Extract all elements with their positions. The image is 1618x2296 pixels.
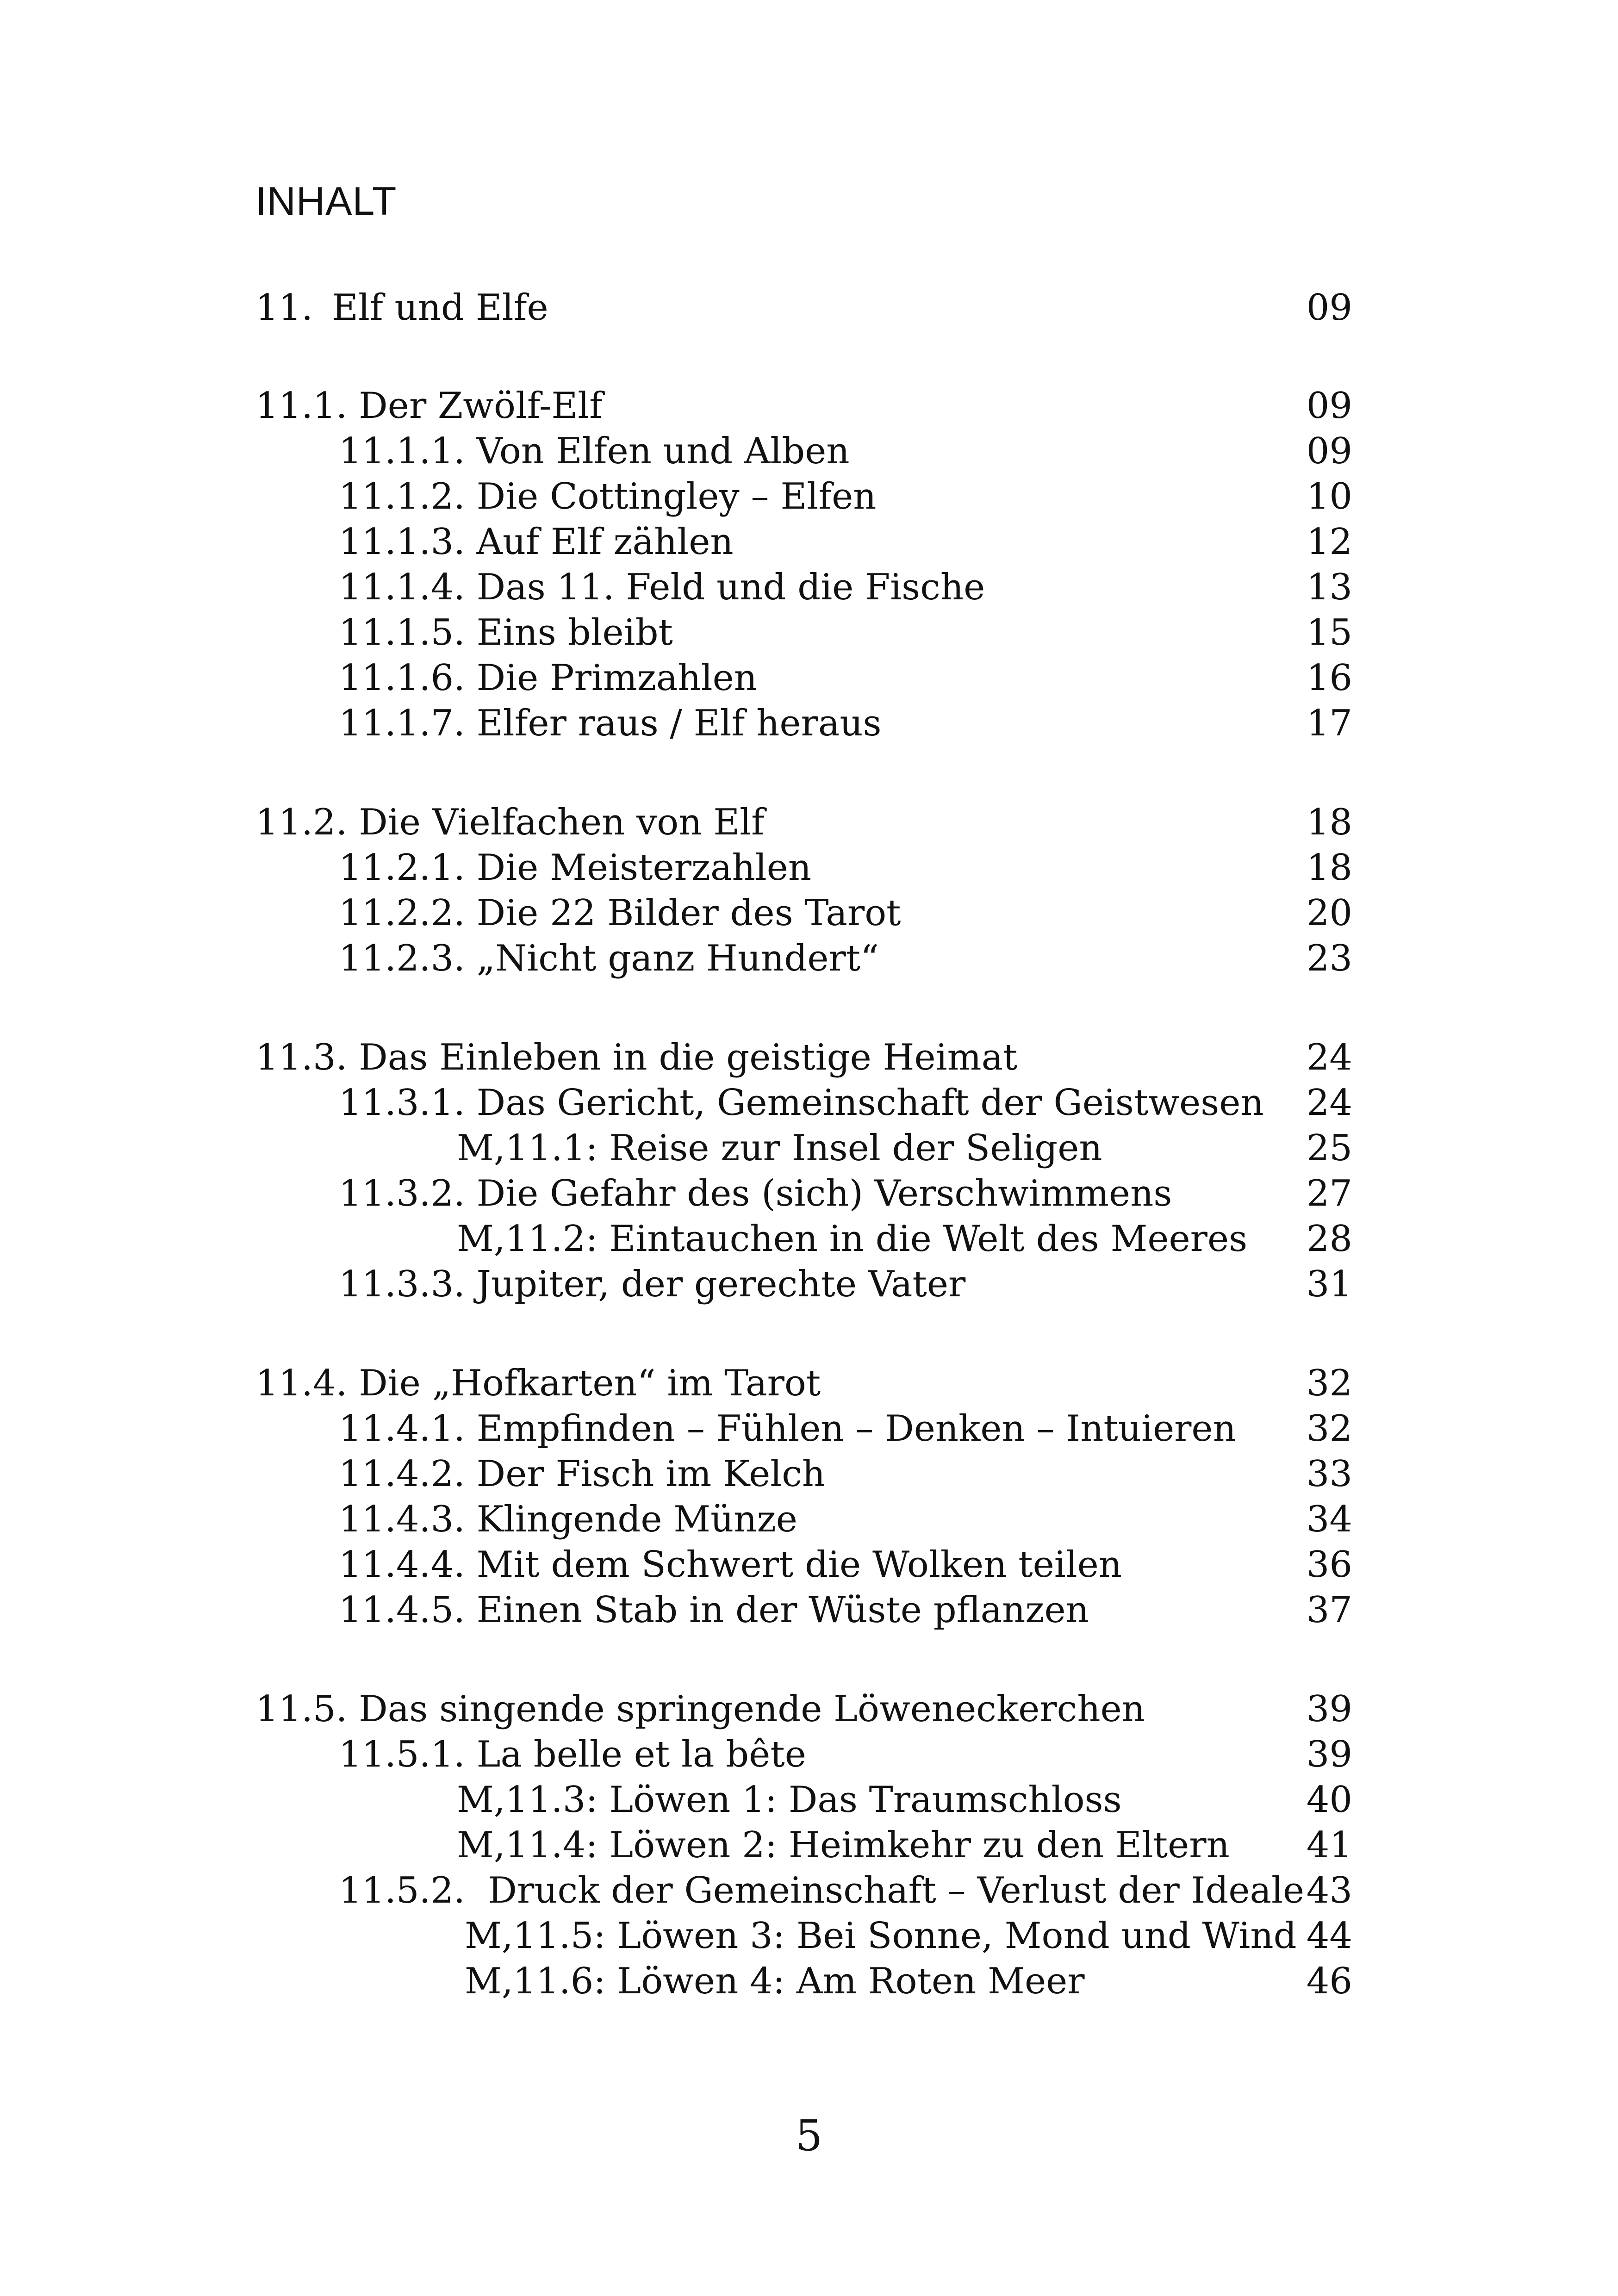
toc-section-entry: [255, 1361, 1352, 1406]
toc-page-number: 39: [1306, 1688, 1352, 1730]
toc-entry-label: 11.5.1. La belle et la bête: [339, 1734, 806, 1775]
chapter-number: 11.: [255, 287, 313, 329]
toc-entry-label: 11.3. Das Einleben in die geistige Heimat: [255, 1037, 1018, 1078]
toc-entry-label: 11.2.1. Die Meisterzahlen: [339, 847, 812, 889]
toc-section-entry: [255, 1686, 1352, 1732]
toc-subsection-entry: [255, 474, 1352, 519]
toc-page-number: 41: [1306, 1824, 1352, 1866]
toc-page-number: 23: [1306, 938, 1352, 979]
toc-page-number: 24: [1306, 1082, 1352, 1124]
toc-page-number: 09: [1306, 430, 1352, 472]
toc-subsection-entry: [255, 565, 1352, 610]
toc-entry-label: 11.1.3. Auf Elf zählen: [339, 521, 734, 563]
toc-entry-label: M,11.4: Löwen 2: Heimkehr zu den Eltern: [457, 1824, 1230, 1866]
toc-subsection-entry: [255, 1406, 1352, 1451]
toc-subsection-entry: [255, 1171, 1352, 1216]
toc-subsection-entry: [255, 1587, 1352, 1633]
toc-entry-label: M,11.5: Löwen 3: Bei Sonne, Mond und Wind: [465, 1915, 1297, 1957]
toc-subsection-entry: [255, 655, 1352, 701]
toc-entry-label: 11.3.1. Das Gericht, Gemeinschaft der Geistwesen: [339, 1082, 1264, 1124]
toc-entry-label: 11.4.1. Empfinden – Fühlen – Denken – Intuieren: [339, 1408, 1236, 1450]
toc-page-number: 17: [1306, 703, 1352, 744]
toc-page-number: 32: [1306, 1363, 1352, 1404]
toc-entry-label: 11.1.5. Eins bleibt: [339, 612, 673, 653]
toc-entry-label: M,11.2: Eintauchen in die Welt des Meeres: [457, 1218, 1248, 1260]
toc-subsection-entry: [255, 1451, 1352, 1497]
toc-subsection-entry: [255, 936, 1352, 981]
toc-page-number: 09: [1306, 287, 1352, 329]
toc-page-number: 36: [1306, 1544, 1352, 1586]
toc-page-number: 12: [1306, 521, 1352, 563]
toc-section-entry: [255, 383, 1352, 429]
toc-entry-label: 11.5.2. Druck der Gemeinschaft – Verlust der Ideale: [339, 1870, 1305, 1911]
toc-story-entry: [255, 1216, 1352, 1262]
toc-page-number: 37: [1306, 1589, 1352, 1631]
toc-page-number: 33: [1306, 1453, 1352, 1495]
toc-page-number: 27: [1306, 1173, 1352, 1214]
toc-page-number: 39: [1306, 1734, 1352, 1775]
toc-entry-label: 11.4.3. Klingende Münze: [339, 1499, 797, 1540]
toc-entry-label: 11.2. Die Vielfachen von Elf: [255, 802, 765, 843]
table-of-contents: [255, 0, 1352, 2296]
toc-subsection-entry: [255, 1868, 1352, 1913]
toc-story-entry: [255, 1777, 1352, 1823]
toc-page-number: 18: [1306, 847, 1352, 889]
page-number: 5: [795, 2111, 823, 2160]
toc-page-number: 43: [1306, 1870, 1352, 1911]
toc-story-entry: [255, 1126, 1352, 1171]
toc-entry-label: 11.1.2. Die Cottingley – Elfen: [339, 476, 877, 517]
toc-subsection-entry: [255, 701, 1352, 746]
toc-story-entry: [255, 1913, 1352, 1959]
toc-page-number: 20: [1306, 892, 1352, 934]
toc-entry-label: 11.5. Das singende springende Löweneckerchen: [255, 1688, 1145, 1730]
toc-chapter-entry: [255, 285, 1352, 330]
toc-subsection-entry: [255, 845, 1352, 890]
toc-entry-label: 11.4. Die „Hofkarten“ im Tarot: [255, 1363, 821, 1404]
toc-page-number: 31: [1306, 1263, 1352, 1305]
toc-heading: INHALT: [255, 179, 397, 224]
toc-page-number: 32: [1306, 1408, 1352, 1450]
toc-entry-label: 11.1.6. Die Primzahlen: [339, 657, 757, 699]
toc-page-number: 40: [1306, 1779, 1352, 1821]
toc-entry-label: 11.1.4. Das 11. Feld und die Fische: [339, 566, 985, 608]
toc-entry-label: M,11.6: Löwen 4: Am Roten Meer: [465, 1960, 1085, 2002]
toc-subsection-entry: [255, 890, 1352, 936]
toc-entry-label: 11.4.2. Der Fisch im Kelch: [339, 1453, 826, 1495]
toc-page-number: 15: [1306, 612, 1352, 653]
toc-subsection-entry: [255, 1497, 1352, 1542]
toc-entry-label: 11.3.3. Jupiter, der gerechte Vater: [339, 1263, 966, 1305]
toc-subsection-entry: [255, 519, 1352, 565]
toc-story-entry: [255, 1959, 1352, 2004]
toc-page-number: 13: [1306, 566, 1352, 608]
toc-entry-label: 11.1.1. Von Elfen und Alben: [339, 430, 850, 472]
toc-subsection-entry: [255, 610, 1352, 655]
toc-subsection-entry: [255, 1732, 1352, 1777]
toc-entry-label: [255, 285, 548, 330]
toc-entry-label: 11.1. Der Zwölf-Elf: [255, 385, 603, 427]
toc-page-number: 34: [1306, 1499, 1352, 1540]
toc-entry-label: M,11.3: Löwen 1: Das Traumschloss: [457, 1779, 1122, 1821]
toc-section-entry: [255, 1035, 1352, 1080]
toc-entry-label: 11.4.4. Mit dem Schwert die Wolken teilen: [339, 1544, 1122, 1586]
chapter-title: Elf und Elfe: [332, 287, 548, 329]
toc-section-entry: [255, 800, 1352, 845]
toc-entry-label: M,11.1: Reise zur Insel der Seligen: [457, 1127, 1102, 1169]
toc-page-number: 24: [1306, 1037, 1352, 1078]
toc-subsection-entry: [255, 1262, 1352, 1307]
toc-entry-label: 11.4.5. Einen Stab in der Wüste pflanzen: [339, 1589, 1089, 1631]
toc-page-number: 16: [1306, 657, 1352, 699]
toc-story-entry: [255, 1823, 1352, 1868]
toc-page-number: 25: [1306, 1127, 1352, 1169]
toc-entry-label: 11.1.7. Elfer raus / Elf heraus: [339, 703, 882, 744]
toc-page-number: 18: [1306, 802, 1352, 843]
toc-page-number: 46: [1306, 1960, 1352, 2002]
toc-subsection-entry: [255, 1542, 1352, 1587]
toc-page-number: 28: [1306, 1218, 1352, 1260]
toc-page-number: 10: [1306, 476, 1352, 517]
toc-entry-label: 11.2.2. Die 22 Bilder des Tarot: [339, 892, 901, 934]
toc-subsection-entry: [255, 1080, 1352, 1126]
toc-entry-label: 11.2.3. „Nicht ganz Hundert“: [339, 938, 879, 979]
toc-page-number: 09: [1306, 385, 1352, 427]
toc-entry-label: 11.3.2. Die Gefahr des (sich) Verschwimmens: [339, 1173, 1172, 1214]
toc-page-number: 44: [1306, 1915, 1352, 1957]
toc-subsection-entry: [255, 429, 1352, 474]
